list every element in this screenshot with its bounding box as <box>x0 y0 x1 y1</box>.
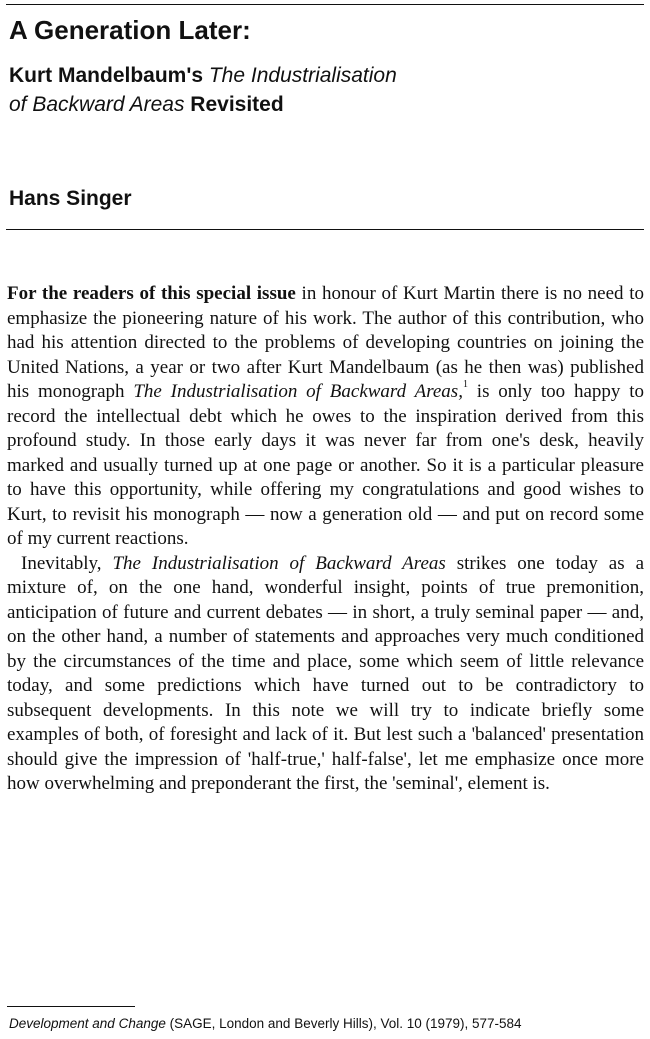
paragraph-1-text-1: in honour of Kurt Martin there is no need to emphasize the pioneering nature of his work. The author of this contribution, who had his attention directed to the problems of developing countries on joining the United Nations, a year or two after Kurt Mandelbaum (as he then was) published his monograph <box>7 283 645 402</box>
paragraph-1-book-title: The Industrialisation of Backward Areas, <box>133 381 463 402</box>
paragraph-2-book-title: The Industrialisation of Backward Areas <box>112 552 446 574</box>
paragraph-2-text-2: strikes one today as a mixture of, on the one hand, wonderful insight, points of true premonition, anticipation of future and current debates — in short, a truly seminal paper — and, on the other hand, a number of statements and approaches very much conditioned by the circumstances of the time and place, some which seem of little relevance today, and some predictions which have turned out to be contradictory to subsequent developments. In this note we will try to indicate briefly some examples of both, of foresight and lack of it. But lest such a 'balanced' presentation should give the impression of 'half-true,' half-false', let me emphasize once more how overwhelming and preponderant the first, the 'seminal', element is. <box>7 552 645 794</box>
footnote-ref: 1 <box>462 379 468 390</box>
paragraph-1 <box>7 282 644 552</box>
subtitle-part-2: Revisited <box>184 93 284 116</box>
article-subtitle <box>9 61 609 119</box>
article-title: A Generation Later: <box>9 15 251 45</box>
paragraph-2-text-1: Inevitably, <box>21 552 113 574</box>
paragraph-2 <box>7 552 644 797</box>
subtitle-book-title-1: The Industrialisation <box>208 64 397 87</box>
journal-details: (SAGE, London and Beverly Hills), Vol. 10 (1979), 577-584 <box>165 1016 522 1031</box>
paragraph-1-lead: For the readers of this special issue <box>7 283 296 304</box>
footnote-rule <box>7 1006 135 1007</box>
journal-citation <box>9 1015 645 1033</box>
article-body <box>7 282 644 797</box>
top-rule <box>6 4 644 5</box>
header-rule <box>6 229 644 230</box>
author-name: Hans Singer <box>9 187 132 210</box>
subtitle-part-1: Kurt Mandelbaum's <box>9 64 209 87</box>
journal-name: Development and Change <box>9 1016 166 1031</box>
subtitle-book-title-2: of Backward Areas <box>9 93 185 116</box>
paragraph-1-text-2: is only too happy to record the intellectual debt which he owes to the inspiration derived from this profound study. In those early days it was never far from one's desk, heavily marked and usually turned up at one page or another. So it is a particular pleasure to have this opportunity, while offering my congratulations and good wishes to Kurt, to revisit his monograph — now a generation old — and put on record some of my current reactions. <box>7 381 645 549</box>
